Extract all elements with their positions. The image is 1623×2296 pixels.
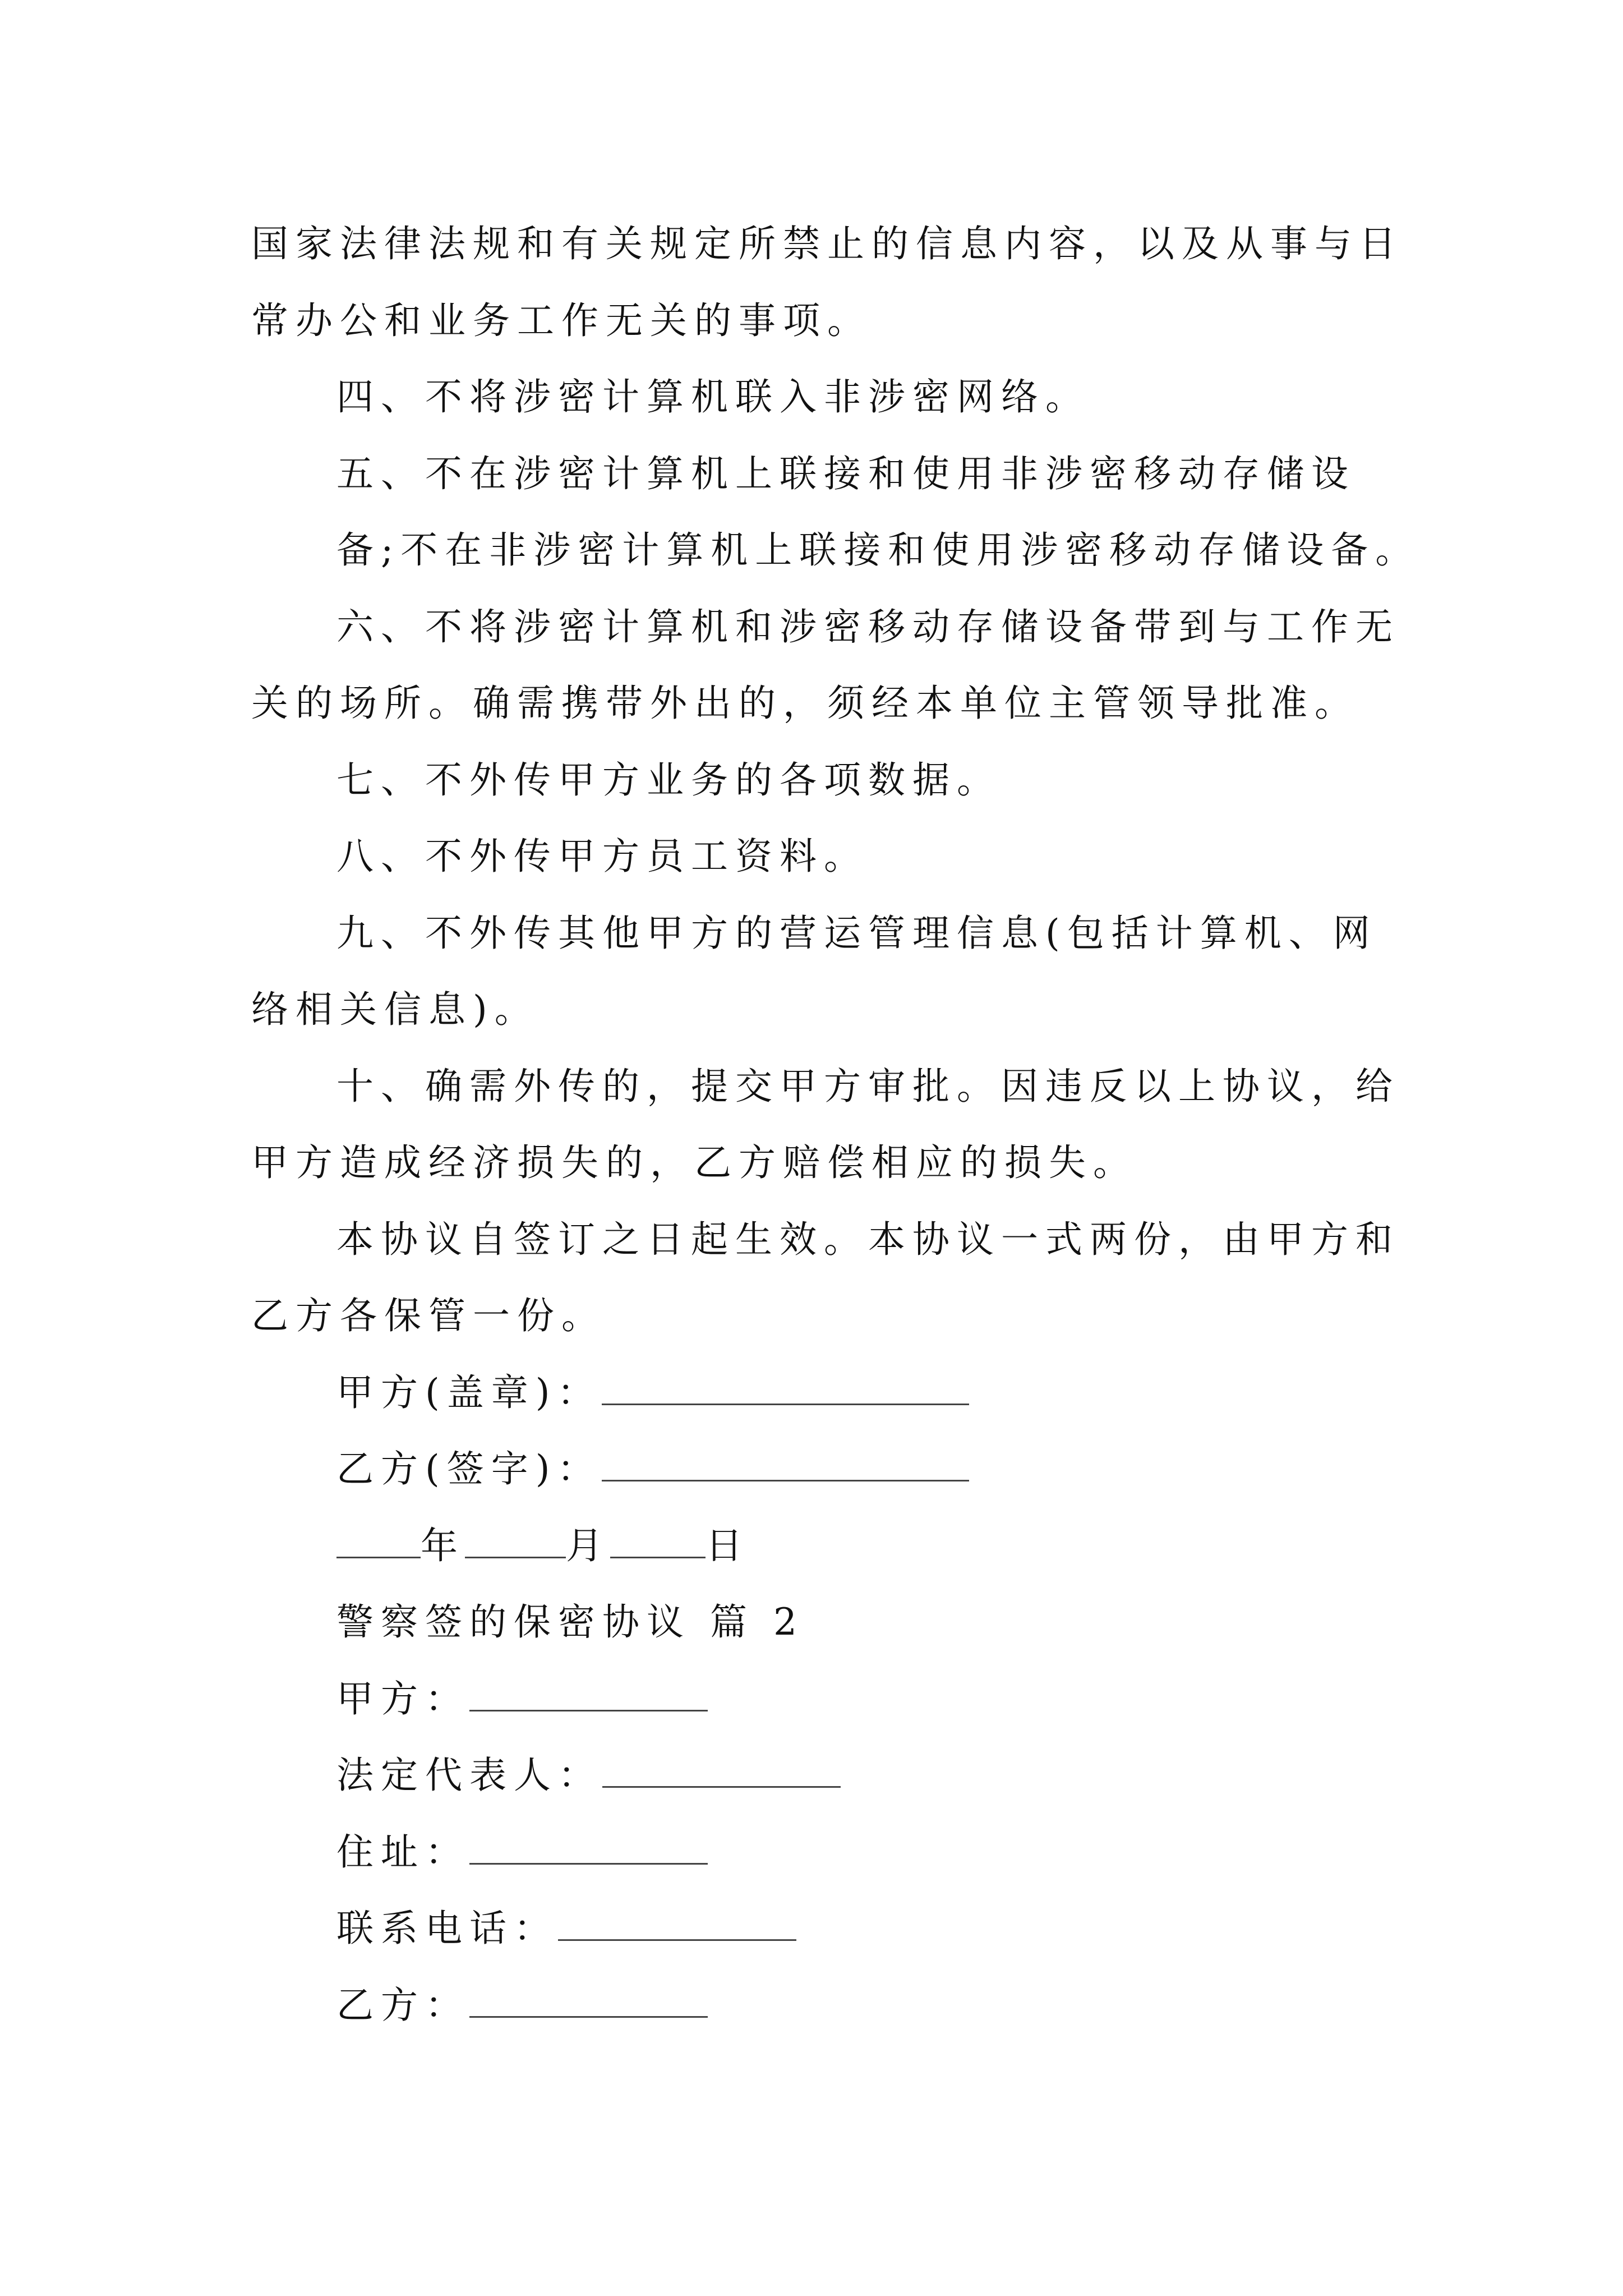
year-label: 年 — [421, 1524, 465, 1567]
section2-party-a-row — [336, 1677, 708, 1722]
phone-row — [336, 1906, 796, 1951]
clause-ten-continued: 甲方造成经济损失的，乙方赔偿相应的损失。 — [251, 1141, 1137, 1184]
legal-rep-row — [336, 1753, 841, 1798]
effective-clause-continued: 乙方各保管一份。 — [251, 1294, 606, 1337]
legal-rep-blank[interactable] — [602, 1754, 841, 1788]
address-label: 住址： — [336, 1830, 469, 1874]
phone-label: 联系电话： — [336, 1907, 558, 1950]
party-a-seal-label: 甲方(盖章)： — [336, 1371, 602, 1414]
day-label: 日 — [706, 1524, 750, 1567]
clause-nine: 九、不外传其他甲方的营运管理信息(包括计算机、网 — [336, 912, 1377, 955]
legal-rep-label: 法定代表人： — [336, 1754, 602, 1797]
month-label: 月 — [566, 1524, 610, 1567]
address-row — [336, 1830, 708, 1875]
year-blank[interactable] — [336, 1524, 421, 1558]
date-row — [336, 1524, 750, 1568]
phone-blank[interactable] — [558, 1907, 796, 1941]
day-blank[interactable] — [610, 1524, 706, 1558]
section2-party-b-label: 乙方： — [336, 1984, 469, 2027]
clause-five-continued: 备;不在非涉密计算机上联接和使用涉密移动存储设备。 — [336, 528, 1420, 572]
clause-nine-continued: 络相关信息)。 — [251, 988, 539, 1031]
paragraph-line: 常办公和业务工作无关的事项。 — [251, 299, 872, 342]
month-blank[interactable] — [465, 1524, 566, 1558]
effective-clause: 本协议自签订之日起生效。本协议一式两份，由甲方和 — [336, 1218, 1400, 1261]
party-a-seal-row — [336, 1370, 969, 1415]
party-b-sign-row — [336, 1447, 969, 1492]
clause-four: 四、不将涉密计算机联入非涉密网络。 — [336, 375, 1090, 418]
paragraph-line: 国家法律法规和有关规定所禁止的信息内容，以及从事与日 — [251, 222, 1403, 265]
section2-party-a-blank[interactable] — [469, 1677, 708, 1711]
clause-eight: 八、不外传甲方员工资料。 — [336, 835, 868, 878]
party-a-seal-blank[interactable] — [602, 1371, 969, 1405]
section2-party-b-row — [336, 1983, 708, 2028]
section2-title: 警察签的保密协议 篇 2 — [336, 1600, 804, 1644]
party-b-sign-blank[interactable] — [602, 1447, 969, 1481]
party-b-sign-label: 乙方(签字)： — [336, 1447, 602, 1490]
clause-seven: 七、不外传甲方业务的各项数据。 — [336, 758, 1001, 802]
section2-party-b-blank[interactable] — [469, 1984, 708, 2018]
clause-six: 六、不将涉密计算机和涉密移动存储设备带到与工作无 — [336, 605, 1400, 648]
clause-ten: 十、确需外传的，提交甲方审批。因违反以上协议，给 — [336, 1065, 1400, 1108]
clause-five: 五、不在涉密计算机上联接和使用非涉密移动存储设 — [336, 452, 1355, 495]
clause-six-continued: 关的场所。确需携带外出的，须经本单位主管领导批准。 — [251, 682, 1359, 725]
address-blank[interactable] — [469, 1830, 708, 1865]
section2-party-a-label: 甲方： — [336, 1677, 469, 1720]
